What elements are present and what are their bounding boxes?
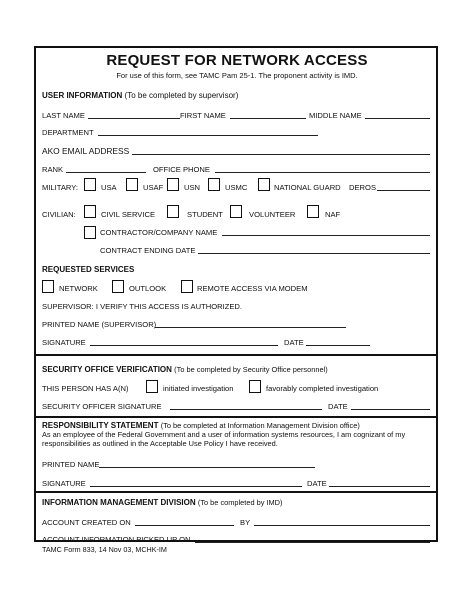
ako-email-field[interactable] (132, 154, 430, 155)
supervisor-signature-label: SIGNATURE (42, 338, 86, 347)
responsibility-header (42, 421, 360, 430)
outlook-checkbox[interactable] (112, 280, 124, 293)
naf-checkbox[interactable] (307, 205, 319, 218)
supervisor-date-field[interactable] (306, 345, 370, 346)
usn-label: USN (184, 183, 201, 192)
completed-investigation-checkbox[interactable] (249, 380, 261, 393)
contractor-label: CONTRACTOR/COMPANY NAME (100, 228, 218, 237)
national-guard-checkbox[interactable] (258, 178, 270, 191)
supervisor-statement: SUPERVISOR: I VERIFY THIS ACCESS IS AUTHORIZED. (42, 302, 243, 311)
form-title: REQUEST FOR NETWORK ACCESS (106, 52, 368, 69)
usaf-label: USAF (143, 183, 164, 192)
rank-field[interactable] (66, 172, 146, 173)
deros-field[interactable] (377, 190, 430, 191)
office-phone-label: OFFICE PHONE (153, 165, 210, 174)
security-note: (To be completed by Security Office personnel) (174, 365, 328, 374)
contractor-checkbox[interactable] (84, 226, 96, 239)
security-date-field[interactable] (351, 409, 430, 410)
supervisor-date-label: DATE (284, 338, 304, 347)
user-printed-name-label: PRINTED NAME (42, 460, 100, 469)
security-header (42, 365, 328, 374)
last-name-label: LAST NAME (42, 111, 85, 120)
responsibility-text: As an employee of the Federal Government and a user of information systems resources, I am cognizant of my responsibilities as outlined in the Acceptable Use Policy I have received. (42, 430, 406, 448)
account-picked-up-label: ACCOUNT INFORMATION PICKED UP ON (42, 535, 191, 544)
section-divider (34, 416, 438, 418)
office-phone-field[interactable] (215, 172, 430, 173)
usa-checkbox[interactable] (84, 178, 96, 191)
account-created-label: ACCOUNT CREATED ON (42, 518, 131, 527)
usa-label: USA (101, 183, 117, 192)
student-label: STUDENT (187, 210, 223, 219)
imd-header (42, 498, 282, 507)
user-info-header (42, 91, 238, 100)
civil-service-label: CIVIL SERVICE (101, 210, 156, 219)
last-name-field[interactable] (88, 118, 180, 119)
user-printed-name-field[interactable] (99, 467, 315, 468)
security-officer-signature-label: SECURITY OFFICER SIGNATURE (42, 402, 162, 411)
usmc-label: USMC (225, 183, 248, 192)
security-title: SECURITY OFFICE VERIFICATION (42, 365, 172, 374)
department-label: DEPARTMENT (42, 128, 94, 137)
first-name-field[interactable] (230, 118, 306, 119)
user-signature-field[interactable] (90, 486, 302, 487)
user-date-field[interactable] (329, 486, 430, 487)
security-date-label: DATE (328, 402, 348, 411)
security-officer-signature-field[interactable] (170, 409, 322, 410)
by-field[interactable] (254, 525, 430, 526)
requested-services-header: REQUESTED SERVICES (42, 265, 135, 274)
by-label: BY (240, 518, 251, 527)
volunteer-checkbox[interactable] (230, 205, 242, 218)
responsibility-title: RESPONSIBILITY STATEMENT (42, 421, 159, 430)
user-info-note: (To be completed by supervisor) (124, 91, 239, 100)
remote-access-label: REMOTE ACCESS VIA MODEM (197, 284, 308, 293)
imd-note: (To be completed by IMD) (197, 498, 283, 507)
civil-service-checkbox[interactable] (84, 205, 96, 218)
usaf-checkbox[interactable] (126, 178, 138, 191)
military-label: MILITARY: (42, 183, 79, 192)
network-checkbox[interactable] (42, 280, 54, 293)
usmc-checkbox[interactable] (208, 178, 220, 191)
account-created-field[interactable] (135, 525, 234, 526)
form-footer: TAMC Form 833, 14 Nov 03, MCHK-IM (42, 545, 167, 554)
supervisor-printed-name-label: PRINTED NAME (SUPERVISOR) (42, 320, 157, 329)
rank-label: RANK (42, 165, 64, 174)
contract-end-label: CONTRACT ENDING DATE (100, 246, 196, 255)
middle-name-field[interactable] (365, 118, 430, 119)
person-has-label: THIS PERSON HAS A(N) (42, 384, 129, 393)
contract-end-field[interactable] (198, 253, 430, 254)
user-date-label: DATE (307, 479, 327, 488)
outlook-label: OUTLOOK (129, 284, 167, 293)
section-divider (34, 354, 438, 356)
department-field[interactable] (98, 135, 318, 136)
section-divider (34, 491, 438, 493)
student-checkbox[interactable] (167, 205, 179, 218)
user-info-title: USER INFORMATION (42, 91, 123, 100)
form-subtitle: For use of this form, see TAMC Pam 25-1. The proponent activity is IMD. (116, 71, 358, 80)
completed-investigation-label: favorably completed investigation (266, 384, 379, 393)
supervisor-signature-field[interactable] (90, 345, 278, 346)
naf-label: NAF (325, 210, 341, 219)
national-guard-label: NATIONAL GUARD (274, 183, 341, 192)
deros-label: DEROS (349, 183, 377, 192)
middle-name-label: MIDDLE NAME (309, 111, 362, 120)
initiated-investigation-label: initiated investigation (163, 384, 234, 393)
supervisor-printed-name-field[interactable] (155, 327, 346, 328)
imd-title: INFORMATION MANAGEMENT DIVISION (42, 498, 196, 507)
remote-access-checkbox[interactable] (181, 280, 193, 293)
initiated-investigation-checkbox[interactable] (146, 380, 158, 393)
first-name-label: FIRST NAME (180, 111, 226, 120)
civilian-label: CIVILIAN: (42, 210, 76, 219)
network-label: NETWORK (59, 284, 98, 293)
ako-email-label: AKO EMAIL ADDRESS (42, 146, 130, 156)
responsibility-note: (To be completed at Information Management Division office) (160, 421, 360, 430)
usn-checkbox[interactable] (167, 178, 179, 191)
user-signature-label: SIGNATURE (42, 479, 86, 488)
account-picked-up-field[interactable] (195, 542, 430, 543)
contractor-field[interactable] (222, 235, 430, 236)
volunteer-label: VOLUNTEER (249, 210, 296, 219)
